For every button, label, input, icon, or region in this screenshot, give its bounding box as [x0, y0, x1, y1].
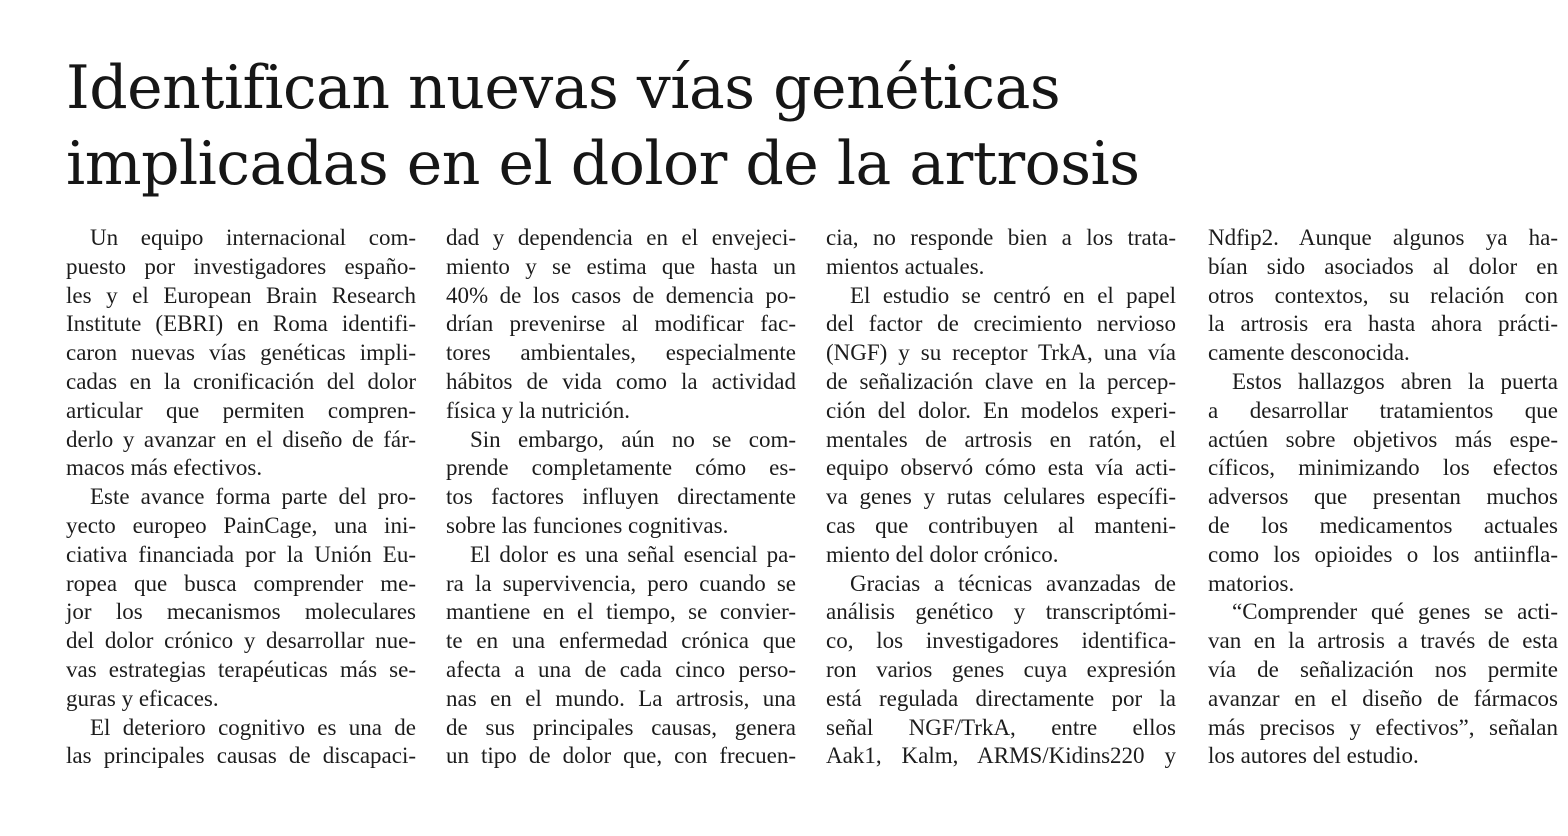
text-line: un tipo de dolor que, con frecuen- [446, 743, 796, 769]
text-line: la artrosis era hasta ahora prácti- [1208, 311, 1558, 337]
text-line: Sin embargo, aún no se com- [470, 426, 796, 452]
text-line: ron varios genes cuya expresión [826, 656, 1176, 682]
text-line: miento y se estima que hasta un [446, 253, 796, 279]
headline-line: Identifican nuevas vías genéticas [66, 53, 1061, 123]
text-line: física y la nutrición. [446, 397, 630, 423]
text-line: El deterioro cognitivo es una de [90, 714, 416, 740]
text-line: equipo observó cómo esta vía acti- [826, 455, 1176, 481]
text-line: de sus principales causas, genera [446, 714, 796, 740]
text-line: articular que permiten compren- [66, 397, 416, 423]
text-line: nas en el mundo. La artrosis, una [446, 685, 796, 711]
headline-line: implicadas en el dolor de la artrosis [66, 129, 1140, 199]
text-line: Este avance forma parte del pro- [90, 484, 416, 510]
text-line: tos factores influyen directamente [446, 484, 796, 510]
text-line: cas que contribuyen al manteni- [826, 512, 1176, 538]
text-line: miento del dolor crónico. [826, 541, 1059, 567]
text-line: adversos que presentan muchos [1208, 484, 1558, 510]
text-line: Aak1, Kalm, ARMS/Kidins220 y [826, 743, 1176, 769]
text-line: les y el European Brain Research [66, 282, 416, 308]
text-line: bían sido asociados al dolor en [1208, 253, 1558, 279]
text-line: está regulada directamente por la [826, 685, 1176, 711]
article-column-4 [1208, 224, 1558, 771]
text-line: análisis genético y transcriptómi- [826, 599, 1176, 625]
text-line: mientos actuales. [826, 253, 985, 279]
text-line: (NGF) y su receptor TrkA, una vía [826, 340, 1176, 366]
text-line: Gracias a técnicas avanzadas de [850, 570, 1176, 596]
text-line: de señalización clave en la percep- [826, 368, 1176, 394]
text-line: mantiene en el tiempo, se convier- [446, 599, 796, 625]
text-line: actúen sobre objetivos más espe- [1208, 426, 1558, 452]
text-line: de los medicamentos actuales [1208, 512, 1558, 538]
text-line: tores ambientales, especialmente [446, 340, 796, 366]
text-line: ropea que busca comprender me- [66, 570, 416, 596]
text-line: mentales de artrosis en ratón, el [826, 426, 1176, 452]
text-line: más precisos y efectivos”, señalan [1208, 714, 1558, 740]
text-line: drían prevenirse al modificar fac- [446, 311, 796, 337]
text-line: El dolor es una señal esencial pa- [470, 541, 796, 567]
text-line: Ndfip2. Aunque algunos ya ha- [1208, 225, 1558, 250]
text-line: del dolor crónico y desarrollar nue- [66, 628, 416, 654]
text-line: dad y dependencia en el envejeci- [446, 225, 796, 250]
text-line: señal NGF/TrkA, entre ellos [826, 714, 1176, 740]
text-line: derlo y avanzar en el diseño de fár- [66, 426, 416, 452]
text-line: las principales causas de discapaci- [66, 743, 416, 769]
text-line: los autores del estudio. [1208, 743, 1419, 769]
text-line: “Comprender qué genes se acti- [1232, 599, 1558, 625]
text-line: camente desconocida. [1208, 340, 1410, 366]
text-line: guras y eficaces. [66, 685, 219, 711]
text-line: yecto europeo PainCage, una ini- [66, 512, 416, 538]
text-line: te en una enfermedad crónica que [446, 628, 796, 654]
text-line: El estudio se centró en el papel [850, 282, 1176, 308]
text-line: va genes y rutas celulares específi- [826, 484, 1176, 510]
text-line: 40% de los casos de demencia po- [446, 282, 796, 308]
text-line: co, los investigadores identifica- [826, 628, 1176, 654]
text-line: matorios. [1208, 570, 1295, 596]
text-line: a desarrollar tratamientos que [1208, 397, 1558, 423]
text-line: hábitos de vida como la actividad [446, 368, 796, 394]
text-line: cadas en la cronificación del dolor [66, 368, 416, 394]
article-column-3 [826, 224, 1176, 771]
text-line: como los opioides o los antiinfla- [1208, 541, 1558, 567]
text-line: avanzar en el diseño de fármacos [1208, 685, 1558, 711]
text-line: ción del dolor. En modelos experi- [826, 397, 1176, 423]
text-line: Un equipo internacional com- [90, 225, 416, 250]
article-column-2 [446, 224, 796, 771]
text-line: caron nuevas vías genéticas impli- [66, 340, 416, 366]
text-line: afecta a una de cada cinco perso- [446, 656, 796, 682]
text-line: cíficos, minimizando los efectos [1208, 455, 1558, 481]
text-line: Estos hallazgos abren la puerta [1232, 368, 1558, 394]
text-line: cia, no responde bien a los trata- [826, 225, 1176, 250]
text-line: prende completamente cómo es- [446, 455, 796, 481]
text-line: macos más efectivos. [66, 455, 263, 481]
article-headline [66, 50, 1546, 202]
article-column-1 [66, 224, 416, 771]
text-line: vas estrategias terapéuticas más se- [66, 656, 416, 682]
text-line: van en la artrosis a través de esta [1208, 628, 1558, 654]
text-line: otros contextos, su relación con [1208, 282, 1558, 308]
text-line: ciativa financiada por la Unión Eu- [66, 541, 416, 567]
text-line: vía de señalización nos permite [1208, 656, 1558, 682]
text-line: ra la supervivencia, pero cuando se [446, 570, 796, 596]
text-line: puesto por investigadores españo- [66, 253, 416, 279]
text-line: Institute (EBRI) en Roma identifi- [66, 311, 416, 337]
text-line: sobre las funciones cognitivas. [446, 512, 729, 538]
text-line: jor los mecanismos moleculares [66, 599, 416, 625]
text-line: del factor de crecimiento nervioso [826, 311, 1176, 337]
